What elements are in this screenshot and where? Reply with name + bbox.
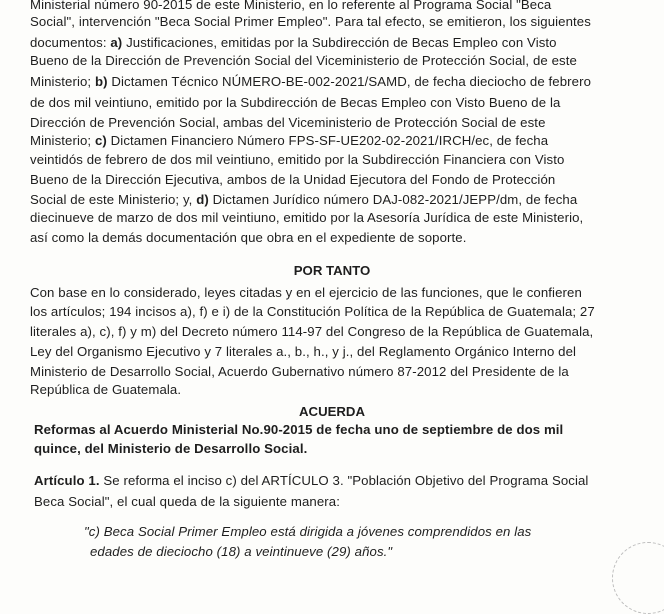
text-line: los artículos; 194 incisos a), f) e i) de la Constitución Política de la República de Guatemala; 27 [30,304,595,319]
text-line: Ministerio de Desarrollo Social, Acuerdo Gubernativo número 87-2012 del Presidente de la [30,364,569,379]
text-line: Ministerio; b) Dictamen Técnico NÚMERO-BE-002-2021/SAMD, de fecha dieciocho de febrero [30,74,592,89]
text-line: Dirección de Prevención Social, ambas del Viceministerio de Protección Social de este [30,115,546,130]
text-line: documentos: a) Justificaciones, emitidas por la Subdirección de Becas Empleo con Visto [30,35,557,50]
text-line: de dos mil veintiuno, emitido por la Subdirección de Becas Empleo con Visto Bueno de la [30,95,561,110]
text-line: Beca Social", el cual queda de la siguiente manera: [34,494,340,509]
text-line: así como la demás documentación que obra en el expediente de soporte. [30,230,467,245]
text-line: Social", intervención "Beca Social Primer Empleo". Para tal efecto, se emitieron, los siguientes [30,14,591,29]
text-line: Ministerio; c) Dictamen Financiero Número FPS-SF-UE202-02-2021/IRCH/ec, de fecha [30,133,549,148]
text-line: Artículo 1. Se reforma el inciso c) del ARTÍCULO 3. "Población Objetivo del Programa Social [34,473,589,488]
text-line: veintidós de febrero de dos mil veintiuno, emitido por la Subdirección Financiera con Visto [30,152,565,167]
text-line: República de Guatemala. [30,382,182,397]
text-line: quince, del Ministerio de Desarrollo Social. [34,441,308,456]
section-heading: POR TANTO [293,263,371,278]
text-line: Ley del Organismo Ejecutivo y 7 literales a., b., h., y j., del Reglamento Orgánico Interno del [30,344,577,359]
text-line: Con base en lo considerado, leyes citadas y en el ejercicio de las funciones, que le confieren [30,285,582,300]
text-line: literales a), c), f) y m) del Decreto número 114-97 del Congreso de la República de Guatemala, [30,324,594,339]
stamp-seal [612,542,664,614]
text-line: Ministerial número 90-2015 de este Ministerio, en lo referente al Programa Social "Beca [30,0,552,12]
text-line: Bueno de la Dirección Ejecutiva, ambos de la Unidad Ejecutora del Fondo de Protección [30,172,556,187]
section-heading: ACUERDA [299,404,365,419]
quote-line: "c) Beca Social Primer Empleo está dirigida a jóvenes comprendidos en las [84,524,532,539]
text-line: Social de este Ministerio; y, d) Dictamen Jurídico número DAJ-082-2021/JEPP/dm, de fecha [30,192,578,207]
text-line: Reformas al Acuerdo Ministerial No.90-2015 de fecha uno de septiembre de dos mil [34,422,564,437]
text-line: Bueno de la Dirección de Prevención Social del Viceministerio de Protección Social, de este [30,53,577,68]
text-line: diecinueve de marzo de dos mil veintiuno, emitido por la Asesoría Jurídica de este Ministerio, [30,210,584,225]
quote-line: edades de dieciocho (18) a veintinueve (29) años." [90,544,393,559]
